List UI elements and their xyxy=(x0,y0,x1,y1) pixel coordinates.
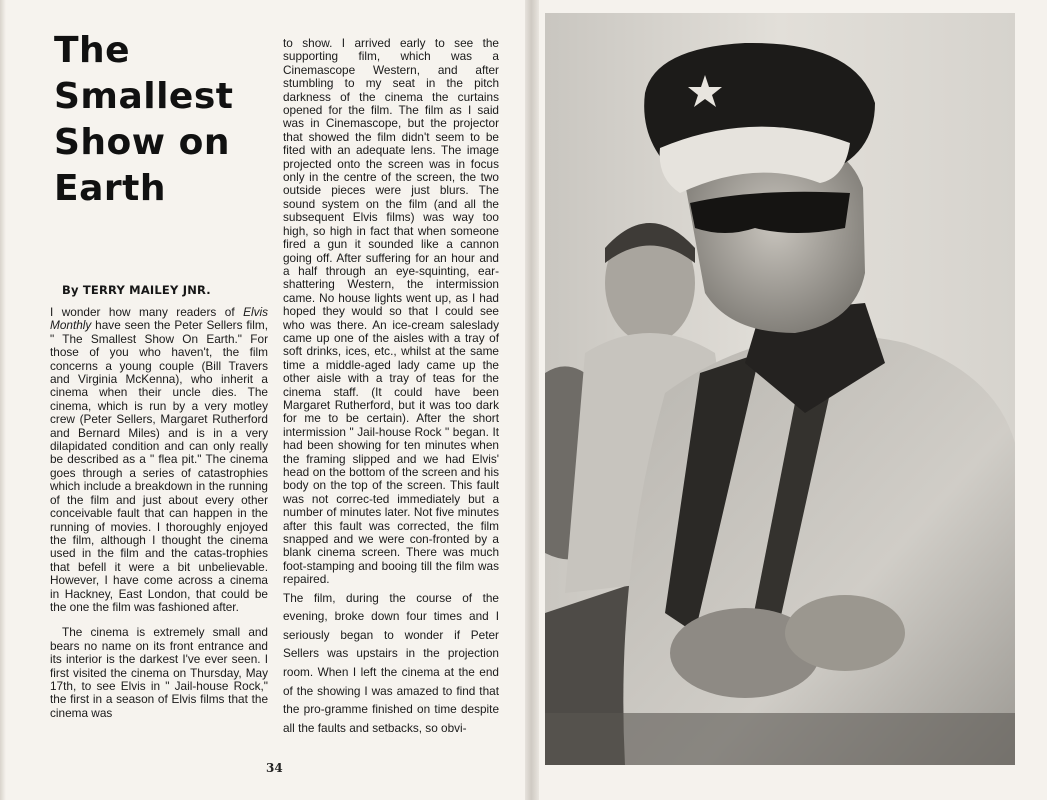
page-edge-shadow xyxy=(0,0,6,800)
photograph-illustration xyxy=(545,13,1015,765)
article-column-2 xyxy=(283,37,499,737)
paragraph-4: The film, during the course of the evening, broke down four times and I seriously began to wonder if Peter Sellers was upstairs in the projection room. When I left the cinema at the end of the showing I was amazed to find that the pro-gramme finished on time despite all the faults and setbacks, so obvi- xyxy=(283,590,499,735)
photo-icon xyxy=(545,13,1015,765)
paragraph-3: to show. I arrived early to see the supporting film, which was a Cinemascope Western, and after stumbling to my seat in the pitch darkness of the cinema the curtains opened for the film. The film as I said was in Cinemascope, but the projector that showed the film didn't seem to be fited with an adequate lens. The image projected onto the screen was in focus only in the centre of the screen, the two outside pieces were just blurs. The sound system on the film (and all the subsequent Elvis films) was way too high, so high in fact that when someone fired a gun it sounded like a cannon going off. After suffering for an hour and a half through an eye-squinting, ear-shattering Western, the intermission came. No house lights went up, as I had hoped they would so that I could see who was there. An ice-cream saleslady came up one of the aisles with a tray of soft drinks, ices, etc., whilst at the same time a middle-aged lady came up the other aisle with a tray of teas for the cinema staff. (It could have been Margaret Rutherford, but it was too dark for me to be certain). After the short intermission " Jail-house Rock " began. It had been showing for ten minutes when the framing slipped and we had Elvis' head on the bottom of the screen and his body on the top of the screen. This fault was not correc-ted immediately but a number of minutes later. Not five minutes after this fault was corrected, the film snapped and we were con-fronted by a blank cinema screen. There was much foot-stamping and booing till the film was repaired. xyxy=(283,36,499,587)
page-number: 34 xyxy=(266,761,283,775)
article-column-1 xyxy=(50,306,268,720)
paragraph-1-rest: have seen the Peter Sellers film, " The Smallest Show On Earth." For those of you who haven't, the film concerns a young couple (Bill Travers and Virginia McKenna), who inherit a cinema when their uncle dies. The cinema, which is run by a very motley crew (Peter Sellers, Margaret Rutherford and Bernard Miles) and is in a very dilapidated condition and can only really be described as a " flea pit." The cinema goes through a series of catastrophies which include a breakdown in the running of the film and just about every other conceivable fault that can happen in the running of movies. I thoroughly enjoyed the film, although I thought the cinema used in the film and the catas-trophies that befell it were a bit unbelievable. However, I have come across a cinema in Hackney, East London, that could be the one the film was fashioned after. xyxy=(50,318,268,614)
article-title: The Smallest Show on Earth xyxy=(54,30,234,209)
magazine-name: Elvis Monthly xyxy=(50,305,268,333)
spine-gutter xyxy=(525,0,539,800)
paragraph-1 xyxy=(50,306,268,614)
paragraph-2: The cinema is extremely small and bears no name on its front entrance and its interior is the darkest I've ever seen. I first visited the cinema on Thursday, May 17th, to see Elvis in " Jail-house Rock," the first in a season of Elvis films that the cinema was xyxy=(50,625,268,720)
byline: By TERRY MAILEY JNR. xyxy=(62,283,211,297)
paragraph-1-start: I wonder how many readers of xyxy=(50,305,244,319)
